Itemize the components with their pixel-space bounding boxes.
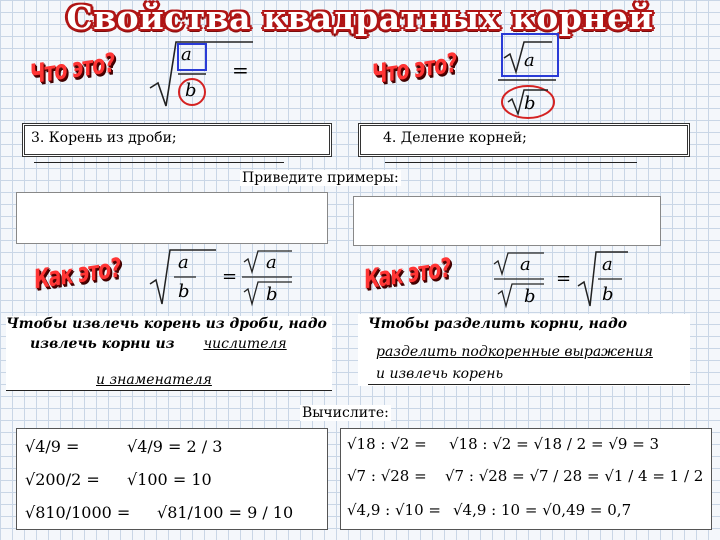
rule-3-line-1: Чтобы извлечь корень из дроби, надо — [6, 316, 327, 332]
equals-mid-left: = — [222, 266, 238, 287]
var-a-mid-left: a — [178, 252, 189, 273]
rule-3-line-2 — [30, 336, 311, 352]
equals-top-left: = — [232, 58, 249, 82]
wordart-how-is-it-left: Как это? — [34, 252, 121, 296]
page-title: Свойства квадратных корней — [66, 0, 654, 37]
left-q-3: √810/1000 = — [25, 503, 131, 522]
property-3-label: 3. Корень из дроби; — [22, 123, 332, 157]
left-q-1: √4/9 = — [25, 437, 80, 456]
var-a-mid-right: a — [520, 254, 531, 275]
right-q-3: √4,9 : √10 = — [347, 501, 441, 519]
var-b-mid-left: b — [178, 281, 190, 302]
var-b-mid-left-den: b — [266, 284, 278, 305]
right-q-1: √18 : √2 = — [347, 435, 427, 453]
var-b-mid-right: b — [524, 286, 536, 307]
var-a-mid-right-num: a — [602, 254, 613, 275]
var-a-top-left: a — [181, 44, 192, 65]
var-b-top-left: b — [185, 80, 197, 101]
rule-3-line-2-prefix: извлечь корни из — [30, 336, 175, 352]
left-a-2: √100 = 10 — [127, 470, 212, 489]
rule-4-line-1: Чтобы разделить корни, надо — [368, 316, 628, 332]
property-4-label: 4. Деление корней; — [358, 123, 690, 157]
var-b-mid-right-den: b — [602, 284, 614, 305]
wordart-what-is-it-left: Что это? — [30, 47, 115, 91]
var-a-mid-left-num: a — [266, 252, 277, 273]
var-b-top-right: b — [524, 93, 536, 114]
wordart-what-is-it-right: Что это? — [372, 47, 457, 91]
left-q-2: √200/2 = — [25, 470, 100, 489]
rule-4-answer-line-3: и извлечь корень — [376, 366, 504, 382]
equals-mid-right: = — [556, 268, 572, 289]
rule-4-answer-line-2: разделить подкоренные выражения — [376, 344, 653, 360]
calculate-prompt: Вычислите: — [302, 405, 389, 421]
rule-3-answer-denominator: и знаменателя — [96, 372, 212, 388]
var-a-top-right: a — [524, 50, 535, 71]
left-a-3: √81/100 = 9 / 10 — [157, 503, 294, 522]
left-a-1: √4/9 = 2 / 3 — [127, 437, 223, 456]
right-a-3: √4,9 : 10 = √0,49 = 0,7 — [453, 501, 632, 519]
rule-4-line-3-underline — [368, 384, 690, 385]
calc-panel-right — [340, 428, 712, 530]
example-box-left[interactable] — [16, 192, 328, 244]
right-a-2: √7 : √28 = √7 / 28 = √1 / 4 = 1 / 2 — [445, 467, 704, 485]
rule-3-text — [6, 316, 332, 391]
divider-right — [385, 162, 637, 163]
right-a-1: √18 : √2 = √18 / 2 = √9 = 3 — [449, 435, 660, 453]
example-box-right[interactable] — [353, 196, 661, 246]
wordart-how-is-it-right: Как это? — [364, 252, 451, 296]
rule-3-answer-numerator: числителя — [203, 336, 287, 352]
calc-panel-left — [16, 428, 328, 530]
right-q-2: √7 : √28 = — [347, 467, 427, 485]
rule-4-text — [358, 314, 690, 386]
divider-left — [34, 162, 284, 163]
examples-prompt: Приведите примеры: — [242, 170, 399, 186]
